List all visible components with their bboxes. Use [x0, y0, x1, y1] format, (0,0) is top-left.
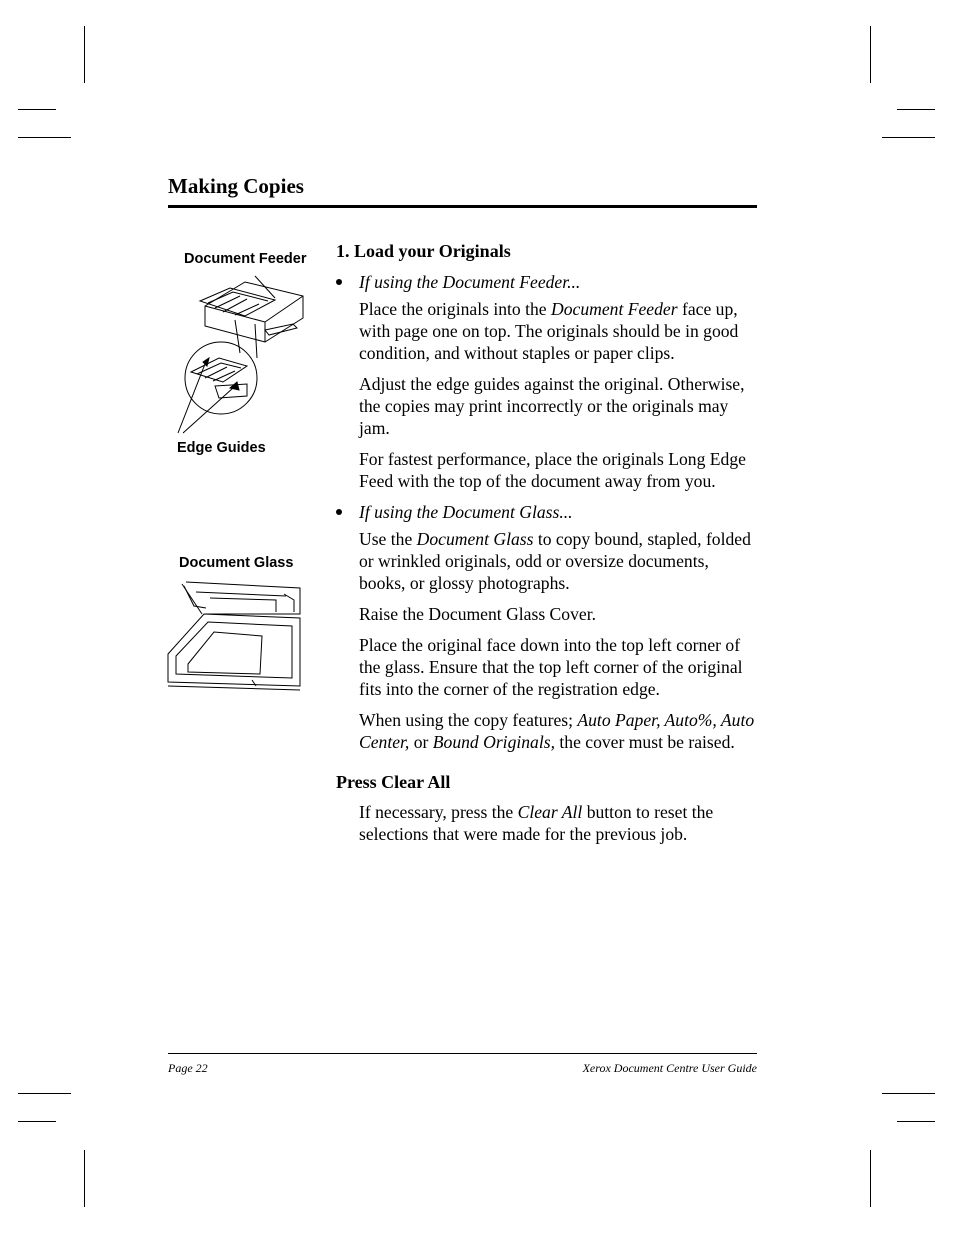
crop-mark — [18, 1093, 71, 1094]
step-heading-load-originals: 1. Load your Originals — [336, 241, 511, 261]
step-heading-press-clear-all: Press Clear All — [336, 772, 451, 792]
crop-mark — [18, 137, 71, 138]
instructions — [336, 240, 756, 854]
paragraph: For fastest performance, place the originals Long Edge Feed with the top of the document away from you. — [359, 449, 746, 491]
paragraph: Adjust the edge guides against the original. Otherwise, the copies may print incorrectly or the originals may jam. — [359, 374, 745, 438]
crop-mark — [882, 1093, 935, 1094]
crop-mark — [870, 26, 871, 83]
document-feeder-label: Document Feeder — [184, 251, 307, 267]
bullet-document-feeder — [336, 271, 756, 293]
title-rule — [168, 205, 757, 208]
bullet-icon — [336, 509, 342, 515]
crop-mark — [84, 26, 85, 83]
paragraph: When using the copy features; Auto Paper, Auto%, Auto Center, or Bound Originals, the cover must be raised. — [359, 710, 755, 752]
bullet-document-glass — [336, 501, 756, 523]
page-title: Making Copies — [168, 174, 304, 198]
crop-mark — [882, 137, 935, 138]
paragraph: Raise the Document Glass Cover. — [359, 604, 596, 624]
crop-mark — [84, 1150, 85, 1207]
page-number: Page 22 — [168, 1061, 208, 1075]
paragraph: Use the Document Glass to copy bound, stapled, folded or wrinkled originals, odd or oversize documents, books, or glossy photographs. — [359, 529, 751, 593]
bullet-text: If using the Document Glass... — [359, 502, 573, 522]
edge-guides-label: Edge Guides — [177, 440, 266, 456]
guide-title: Xerox Document Centre User Guide — [582, 1061, 757, 1075]
paragraph: If necessary, press the Clear All button to reset the selections that were made for the previous job. — [359, 802, 714, 844]
bullet-text: If using the Document Feeder... — [359, 272, 581, 292]
document-glass-illustration — [166, 578, 306, 693]
crop-mark — [18, 109, 56, 110]
crop-mark — [897, 109, 935, 110]
bullet-icon — [336, 279, 342, 285]
crop-mark — [870, 1150, 871, 1207]
footer-rule — [168, 1053, 757, 1054]
crop-mark — [897, 1121, 935, 1122]
paragraph: Place the original face down into the top left corner of the glass. Ensure that the top left corner of the original fits into the corner of the registration edge. — [359, 635, 743, 699]
crop-mark — [18, 1121, 56, 1122]
paragraph: Place the originals into the Document Feeder face up, with page one on top. The originals should be in good condition, and without staples or paper clips. — [359, 299, 739, 363]
document-glass-label: Document Glass — [179, 555, 294, 571]
document-feeder-illustration — [175, 268, 325, 438]
